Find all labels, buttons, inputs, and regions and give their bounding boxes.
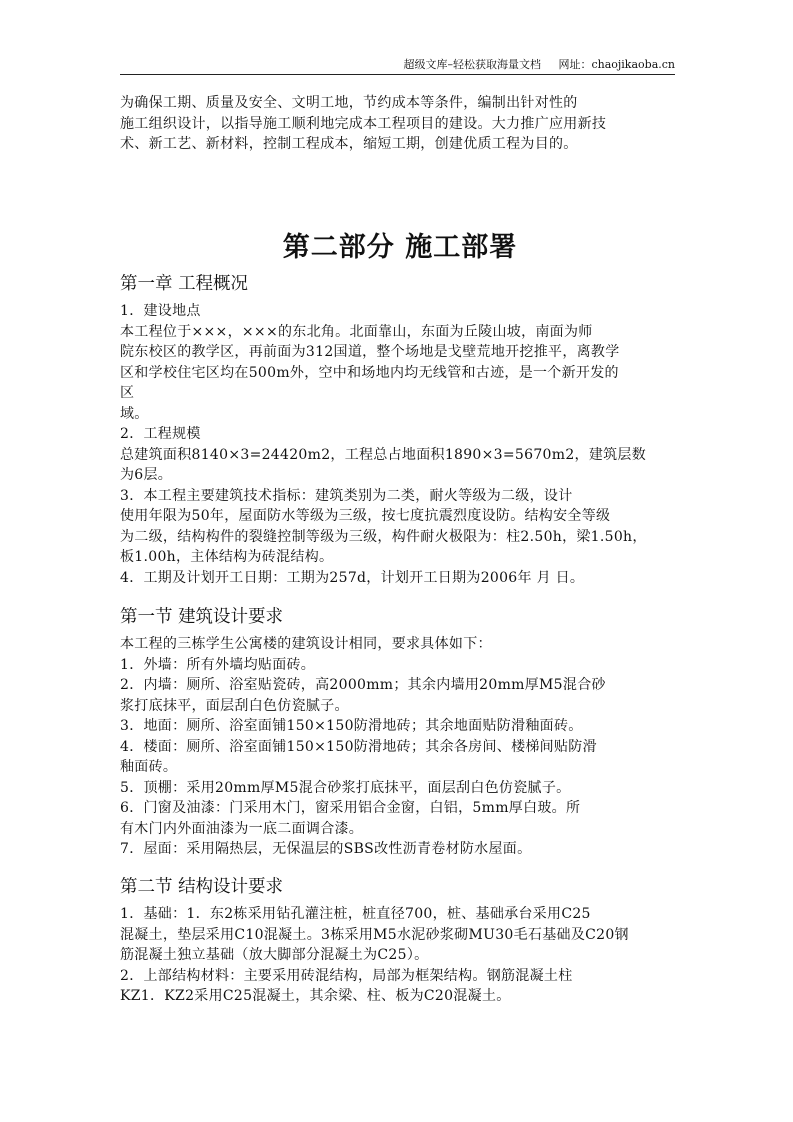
text-line: 1．建设地点 xyxy=(120,303,201,319)
text-line: 2．上部结构材料：主要采用砖混结构，局部为框架结构。钢筋混凝土柱 xyxy=(120,967,573,984)
text-line: 1．基础：1．东2栋采用钻孔灌注桩，桩直径700，桩、基础承台采用C25 xyxy=(120,906,591,922)
section-title: 第二节 结构设计要求 xyxy=(120,877,284,897)
intro-line: 术、新工艺、新材料，控制工程成本，缩短工期，创建优质工程为目的。 xyxy=(120,136,578,152)
text-line: 6．门窗及油漆：门采用木门，窗采用铝合金窗，白铝，5mm厚白玻。所 xyxy=(120,800,581,816)
text-line: 5．顶棚：采用20mm厚M5混合砂浆打底抹平，面层刮白色仿瓷腻子。 xyxy=(120,779,571,796)
text-line: 本工程位于×××，×××的东北角。北面靠山，东面为丘陵山坡，南面为师 xyxy=(120,323,593,340)
text-line: 区 xyxy=(120,385,135,401)
section-2 xyxy=(120,874,680,1007)
text-line: 为二级，结构构件的裂缝控制等级为三级，构件耐火极限为：柱2.50h，梁1.50h， xyxy=(120,528,647,545)
text-line: 本工程的三栋学生公寓楼的建筑设计相同，要求具体如下： xyxy=(120,636,492,652)
intro-paragraph xyxy=(120,93,680,155)
text-line: 3．本工程主要建筑技术指标：建筑类别为二类，耐火等级为二级，设计 xyxy=(120,487,573,504)
site-url: 网址：chaojikaoba.cn xyxy=(558,58,675,71)
text-line: 浆打底抹平，面层刮白色仿瓷腻子。 xyxy=(120,697,349,714)
text-line: 总建筑面积8140×3=24420m2，工程总占地面积1890×3=5670m2，建筑层数 xyxy=(120,446,647,463)
text-line: 3．地面：厕所、浴室面铺150×150防滑地砖；其余地面贴防滑釉面砖。 xyxy=(120,718,583,734)
section-1 xyxy=(120,604,680,860)
section-title: 第一节 建筑设计要求 xyxy=(120,607,284,627)
text-line: 区和学校住宅区均在500m外，空中和场地内均无线管和古迹，是一个新开发的 xyxy=(120,364,619,381)
intro-line: 为确保工期、质量及安全、文明工地，节约成本等条件，编制出针对性的 xyxy=(120,95,578,111)
text-line: 釉面砖。 xyxy=(120,759,178,775)
text-line: 使用年限为50年，屋面防水等级为三级，按七度抗震烈度设防。结构安全等级 xyxy=(120,508,611,524)
text-line: 筋混凝土独立基础（放大脚部分混凝土为C25）。 xyxy=(120,947,429,963)
text-line: 院东校区的教学区，再前面为312国道，整个场地是戈壁荒地开挖推平，离教学 xyxy=(120,344,620,360)
chapter-title: 第一章 工程概况 xyxy=(120,274,249,294)
text-line: 2．内墙：厕所、浴室贴瓷砖，高2000mm；其余内墙用20mm厚M5混合砂 xyxy=(120,677,606,693)
text-line: 2．工程规模 xyxy=(120,426,201,442)
site-name: 超级文库–轻松获取海量文档 xyxy=(403,58,541,71)
chapter-1 xyxy=(120,271,680,588)
text-line: 板1.00h，主体结构为砖混结构。 xyxy=(120,549,334,565)
text-line: 1．外墙：所有外墙均贴面砖。 xyxy=(120,656,316,673)
text-line: 有木门内外面油漆为一底二面调合漆。 xyxy=(120,820,364,837)
text-line: 7．屋面：采用隔热层，无保温层的SBS改性沥青卷材防水屋面。 xyxy=(120,841,532,857)
text-line: 域。 xyxy=(120,405,149,422)
text-line: 4．楼面：厕所、浴室面铺150×150防滑地砖；其余各房间、楼梯间贴防滑 xyxy=(120,738,597,755)
intro-line: 施工组织设计，以指导施工顺利地完成本工程项目的建设。大力推广应用新技 xyxy=(120,115,607,132)
page-header xyxy=(120,56,675,75)
part-title: 第二部分 施工部署 xyxy=(282,232,518,263)
text-line: 4．工期及计划开工日期：工期为257d，计划开工日期为2006年 月 日。 xyxy=(120,569,585,586)
text-line: KZ1．KZ2采用C25混凝土，其余梁、柱、板为C20混凝土。 xyxy=(120,988,511,1004)
text-line: 混凝土，垫层采用C10混凝土。3栋采用M5水泥砂浆砌MU30毛石基础及C20钢 xyxy=(120,926,629,943)
text-line: 为6层。 xyxy=(120,467,173,483)
